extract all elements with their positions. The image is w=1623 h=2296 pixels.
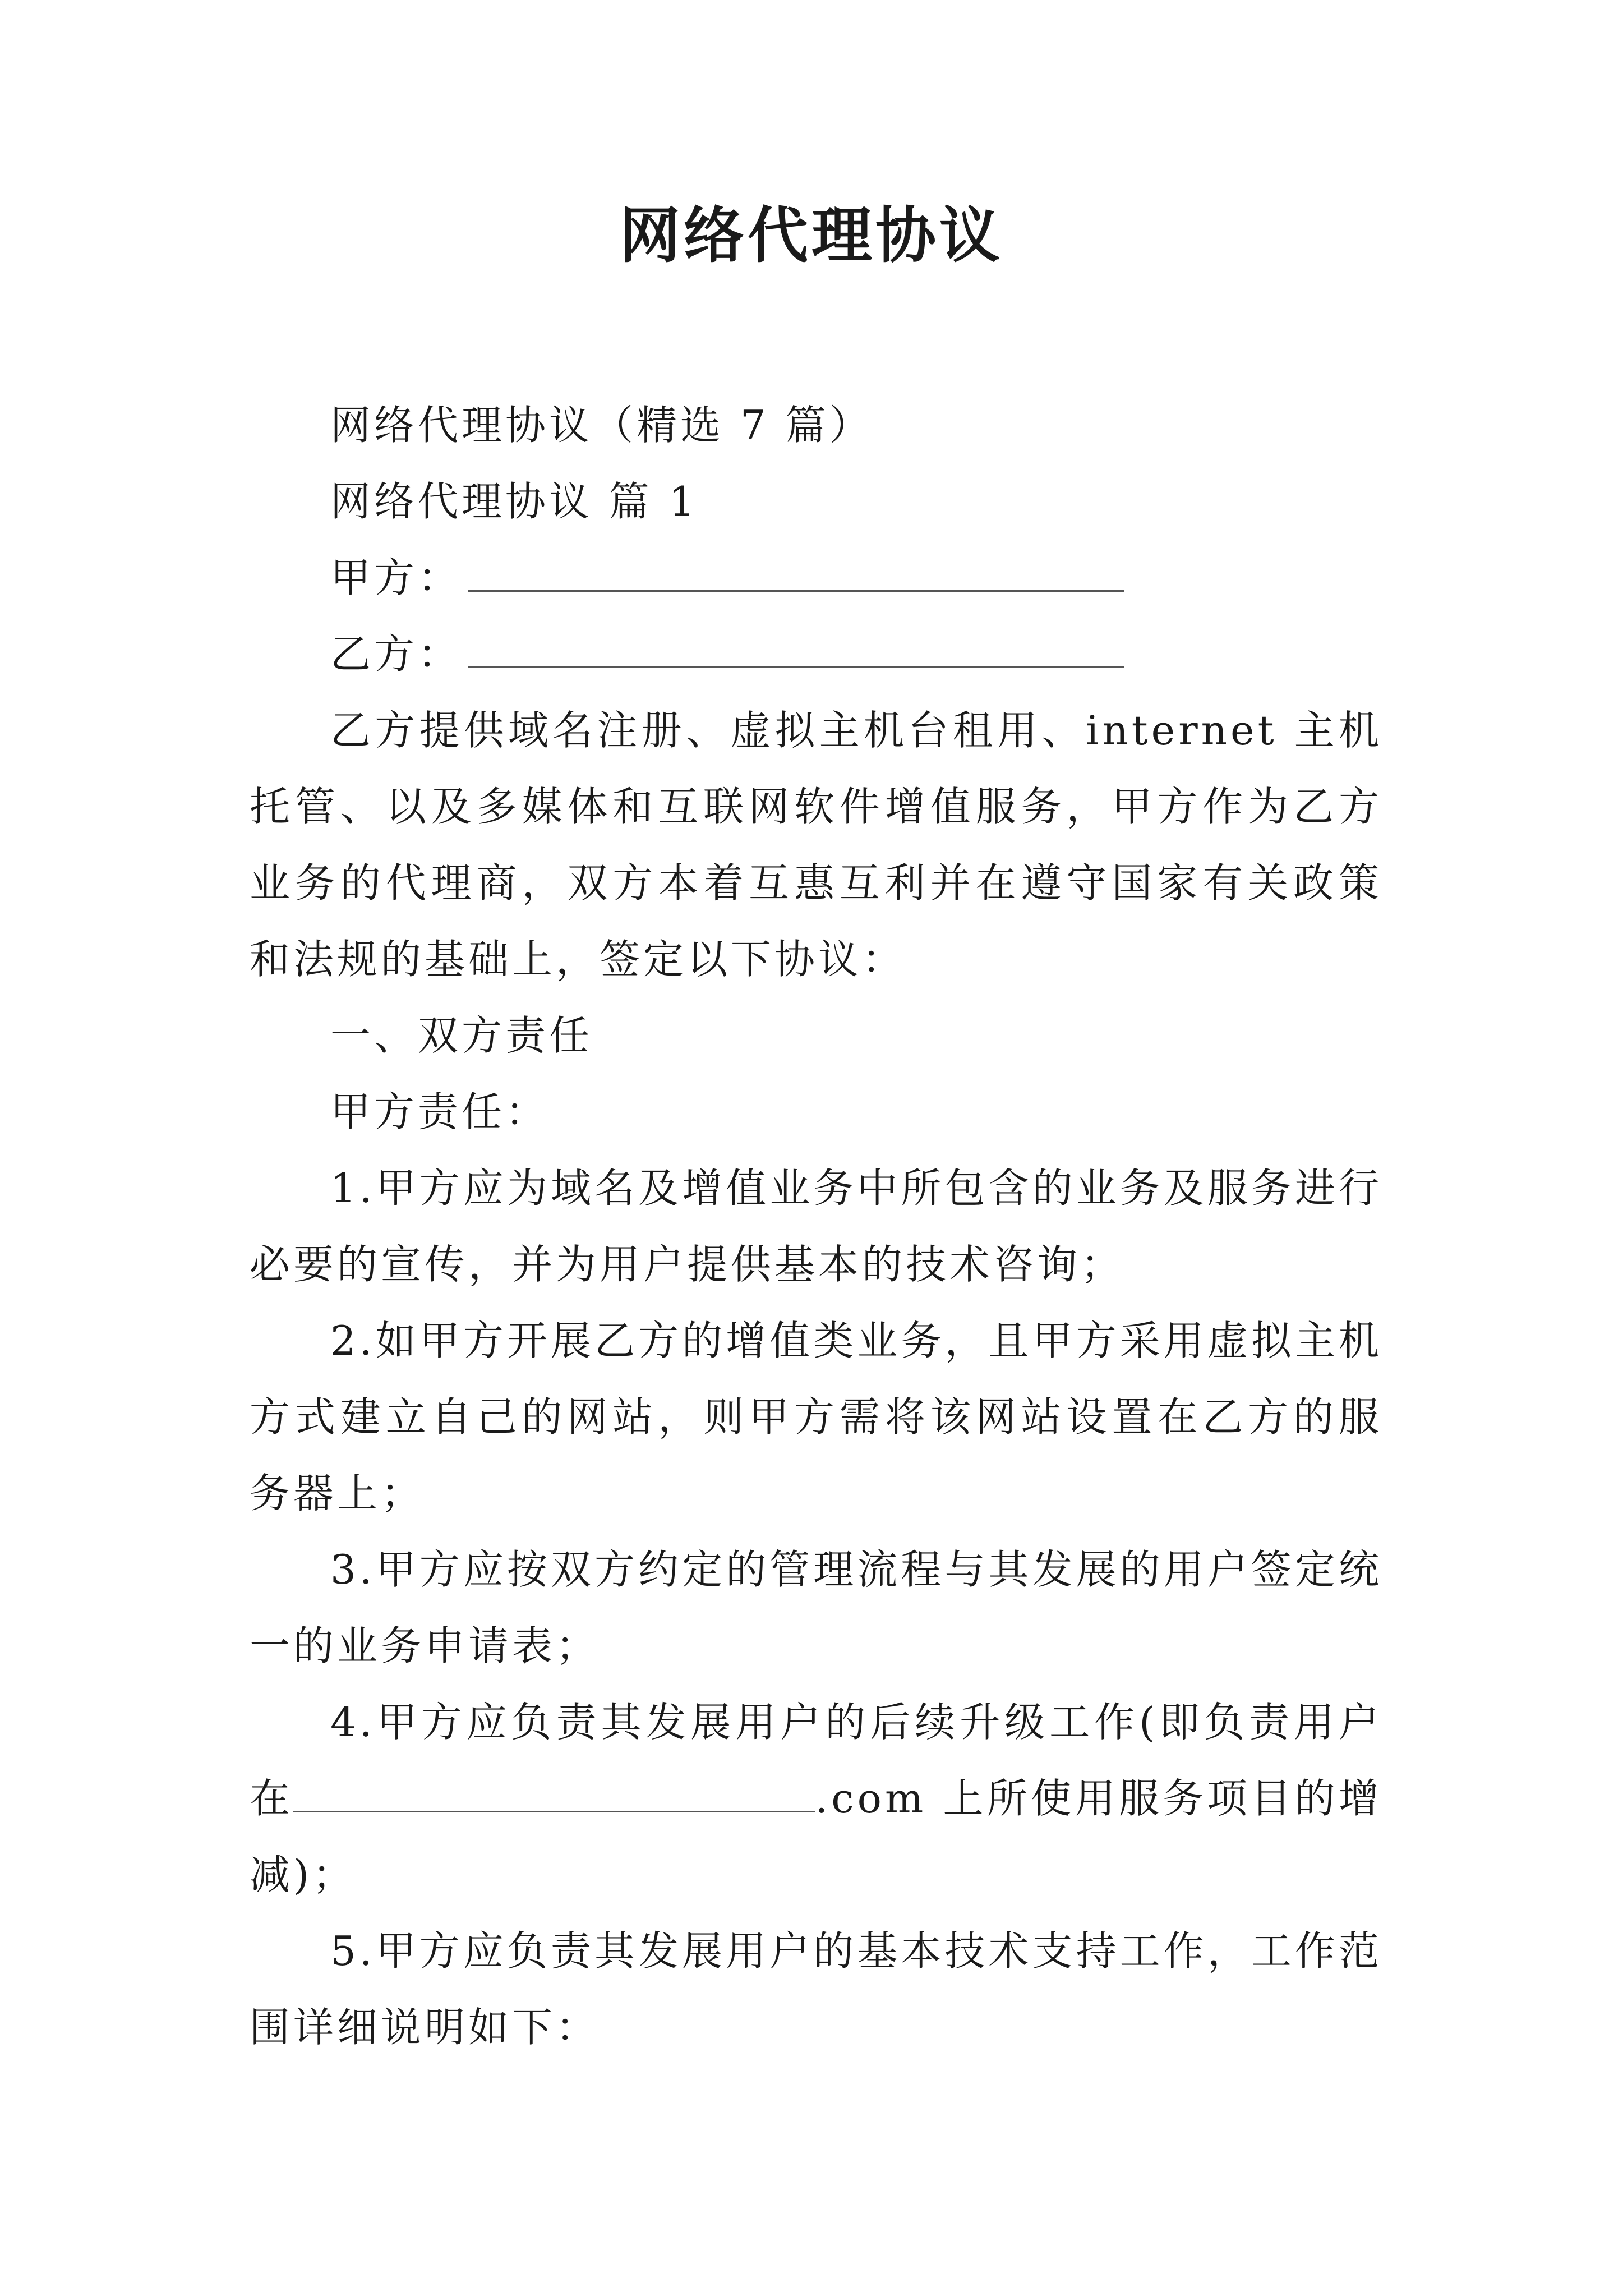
item-4-text-b: .com 上所使用服务项目的增减)；	[250, 1775, 1382, 1898]
paragraph-intro: 乙方提供域名注册、虚拟主机台租用、internet 主机托管、以及多媒体和互联网软件增值服务，甲方作为乙方业务的代理商，双方本着互惠互利并在遵守国家有关政策和法规的基础上，签定以下协议：	[250, 707, 1382, 983]
paragraph-party-a-responsibilities: 甲方责任：	[330, 1088, 550, 1135]
document-title: 网络代理协议	[619, 200, 1003, 271]
paragraph-item-4	[250, 1684, 1382, 1913]
paragraph-section-heading: 网络代理协议 篇 1	[330, 478, 698, 525]
paragraph-item-1: 1.甲方应为域名及增值业务中所包含的业务及服务进行必要的宣传，并为用户提供基本的技术咨询；	[250, 1165, 1382, 1288]
paragraph-item-3: 3.甲方应按双方约定的管理流程与其发展的用户签定统一的业务申请表；	[250, 1546, 1382, 1669]
party-a-blank	[468, 556, 1124, 592]
item-4-text-a: 4.甲方应负责其发展用户的后续升级工作(即负责用户在	[250, 1699, 1382, 1822]
paragraph-item-5: 5.甲方应负责其发展用户的基本技术支持工作，工作范围详细说明如下：	[250, 1927, 1382, 2051]
domain-blank	[293, 1777, 815, 1812]
party-b-label: 乙方：	[330, 631, 462, 678]
paragraph-heading-responsibilities: 一、双方责任	[330, 1012, 593, 1059]
party-b-blank	[468, 633, 1124, 668]
paragraph-item-2: 2.如甲方开展乙方的增值类业务，且甲方采用虚拟主机方式建立自己的网站，则甲方需将该网站设置在乙方的服务器上；	[250, 1317, 1382, 1517]
party-b-line	[250, 616, 1382, 692]
party-a-line	[250, 540, 1382, 616]
document-body	[250, 387, 1382, 2065]
paragraph-subtitle: 网络代理协议（精选 7 篇）	[330, 402, 873, 449]
party-a-label: 甲方：	[330, 554, 462, 601]
